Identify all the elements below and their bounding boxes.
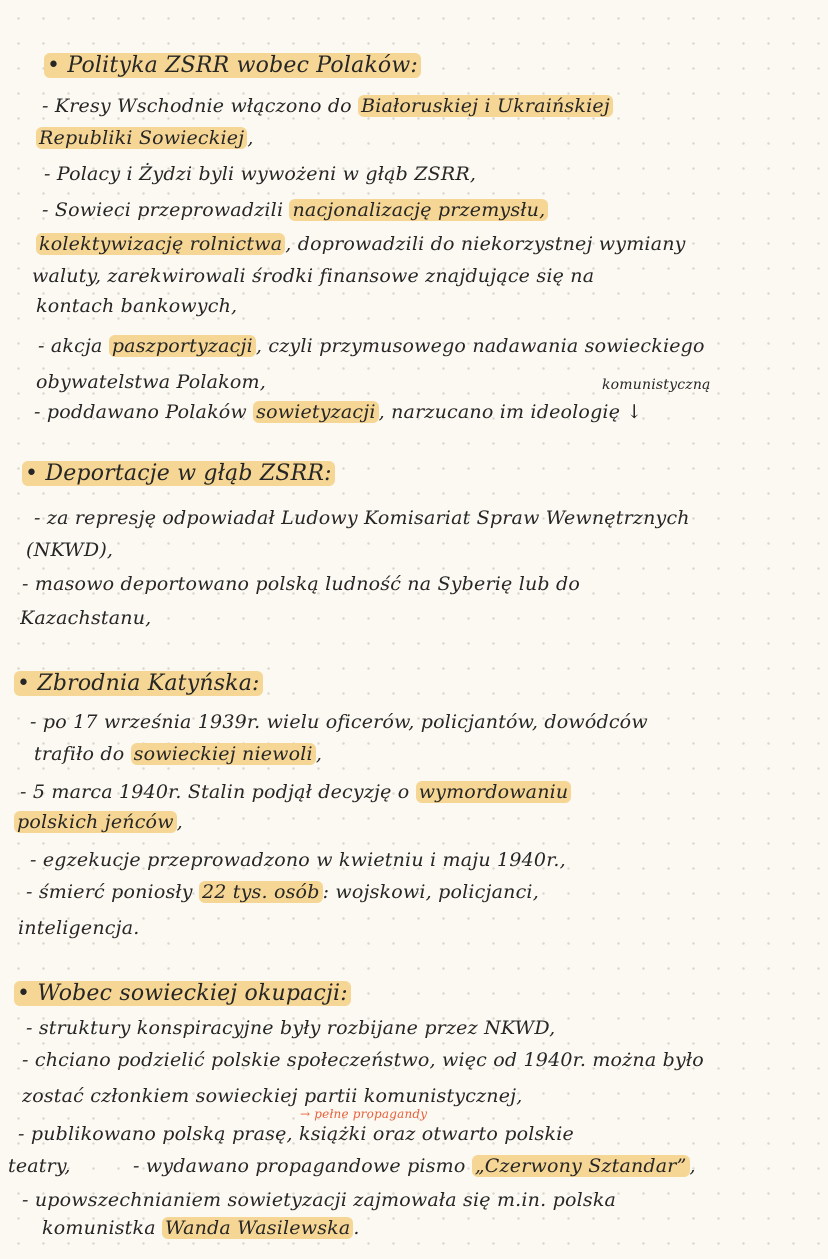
note-line: - chciano podzielić polskie społeczeństwo, więc od 1940r. można było [22, 1049, 704, 1071]
note-line: - egzekucje przeprowadzono w kwietniu i maju 1940r., [30, 849, 566, 871]
note-line: waluty, zarekwirowali środki finansowe znajdujące się na [32, 265, 595, 287]
note-line: Republiki Sowieckiej , [36, 124, 254, 152]
note-line: - 5 marca 1940r. Stalin podjął decyzję o wymordowaniu [20, 778, 571, 806]
note-line: zostać członkiem sowieckiej partii komunistycznej, [22, 1085, 523, 1107]
note-line: inteligencja. [18, 917, 140, 939]
note-line: - Kresy Wschodnie włączono do Białoruskiej i Ukraińskiej [42, 92, 613, 120]
heading-deportacje: • Deportacje w głąb ZSRR: [22, 460, 335, 488]
note-line: (NKWD), [26, 539, 114, 561]
note-line: - publikowano polską prasę, książki oraz otwarto polskie [18, 1123, 574, 1145]
note-line: - śmierć poniosły 22 tys. osób : wojskowi, policjanci, [26, 881, 539, 903]
heading-okupacja: • Wobec sowieckiej okupacji: [14, 980, 351, 1008]
note-line: - Polacy i Żydzi byli wywożeni w głąb ZSRR, [44, 163, 477, 185]
note-line: komunistka Wanda Wasilewska . [42, 1217, 360, 1239]
note-line: - poddawano Polaków sowietyzacji , narzucano im ideologię ↓ [34, 401, 643, 423]
note-line: - akcja paszportyzacji , czyli przymusowego nadawania sowieckiego [38, 335, 705, 357]
note-line: - Sowieci przeprowadzili nacjonalizację przemysłu, [42, 196, 548, 224]
note-line: obywatelstwa Polakom, [36, 371, 266, 393]
note-line: - po 17 września 1939r. wielu oficerów, policjantów, dowódców [30, 711, 648, 733]
note-line: - struktury konspiracyjne były rozbijane przez NKWD, [26, 1017, 556, 1039]
heading-katyn: • Zbrodnia Katyńska: [14, 670, 263, 698]
note-line: kolektywizację rolnictwa , doprowadzili do niekorzystnej wymiany [36, 230, 686, 258]
note-line: - masowo deportowano polską ludność na Syberię lub do [22, 573, 581, 595]
note-line: - upowszechnianiem sowietyzacji zajmowała się m.in. polska [22, 1189, 617, 1211]
note-line: teatry, - wydawano propagandowe pismo „Czerwony Sztandar” , [8, 1155, 696, 1177]
heading-polityka: • Polityka ZSRR wobec Polaków: [44, 52, 421, 80]
note-line: kontach bankowych, [36, 295, 238, 317]
note-line: - za represję odpowiadał Ludowy Komisariat Spraw Wewnętrznych [34, 507, 690, 529]
note-line: polskich jeńców , [14, 808, 183, 836]
propaganda-note: → pełne propagandy [300, 1107, 428, 1121]
note-insert: komunistyczną [602, 377, 711, 393]
note-line: trafiło do sowieckiej niewoli , [34, 743, 323, 765]
note-line: Kazachstanu, [20, 607, 152, 629]
